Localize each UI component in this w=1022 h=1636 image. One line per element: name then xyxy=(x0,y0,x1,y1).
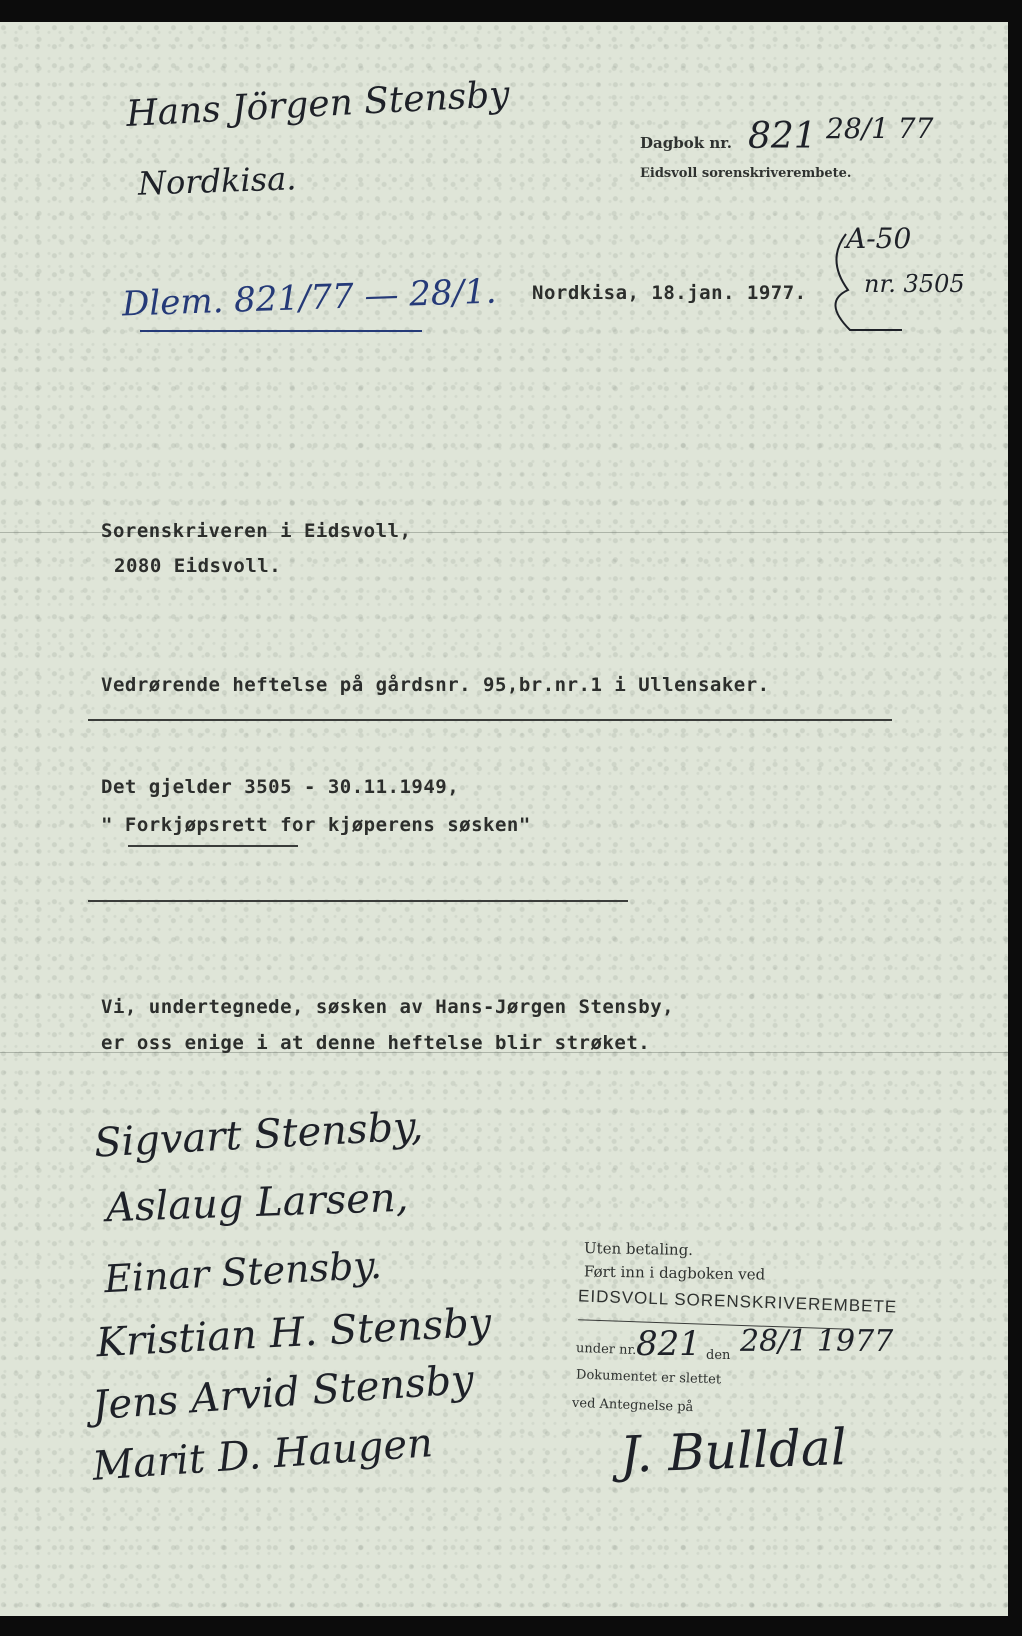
reference-underline xyxy=(140,330,422,332)
receipt-stamp-date-label: den xyxy=(706,1348,731,1363)
signature-4: Kristian H. Stensby xyxy=(95,1299,493,1367)
receipt-stamp-line-2: Ført inn i dagboken ved xyxy=(583,1262,766,1284)
receipt-stamp-signature: J. Bulldal xyxy=(619,1418,848,1484)
receipt-stamp-number: 821 xyxy=(636,1324,701,1364)
scan-border xyxy=(0,1618,1022,1636)
receipt-stamp-line-1: Uten betaling. xyxy=(583,1239,694,1259)
journal-stamp-number: 821 xyxy=(748,116,817,157)
body-underline-short xyxy=(128,845,298,847)
body-line-4: er oss enige i at denne heftelse blir strøket. xyxy=(101,1032,651,1054)
recipient-line-1: Sorenskriveren i Eidsvoll, xyxy=(101,520,412,542)
signature-2: Aslaug Larsen, xyxy=(105,1174,410,1232)
receipt-stamp-line-3: EIDSVOLL SORENSKRIVEREMBETE xyxy=(577,1286,898,1317)
subject-rule xyxy=(88,719,892,721)
receipt-stamp-line-6: ved Antegnelse på xyxy=(571,1395,694,1416)
body-line-2: " Forkjøpsrett for kjøperens søsken" xyxy=(101,814,531,836)
signature-3: Einar Stensby. xyxy=(103,1242,383,1302)
subject-line: Vedrørende heftelse på gårdsnr. 95,br.nr.1 i Ullensaker. xyxy=(101,674,770,696)
reference-handwritten: Dlem. 821/77 — 28/1. xyxy=(121,271,498,325)
annotation-bracket xyxy=(818,230,908,340)
body-line-3: Vi, undertegnede, søsken av Hans-Jørgen Stensby, xyxy=(101,996,675,1018)
receipt-stamp-date: 28/1 1977 xyxy=(740,1324,894,1359)
receipt-stamp-line-4-prefix: under nr. xyxy=(575,1340,637,1359)
annotation-code: A-50 xyxy=(846,222,912,255)
signature-1: Sigvart Stensby, xyxy=(93,1103,425,1167)
signature-6: Marit D. Haugen xyxy=(90,1420,435,1490)
document-page xyxy=(0,22,1008,1616)
journal-stamp-office: Eidsvoll sorenskriverembete. xyxy=(640,166,852,181)
journal-stamp-date: 28/1 77 xyxy=(826,112,934,145)
body-rule xyxy=(88,900,628,902)
dateline: Nordkisa, 18.jan. 1977. xyxy=(532,282,807,304)
sender-place-handwritten: Nordkisa. xyxy=(137,159,297,203)
annotation-nr: nr. 3505 xyxy=(864,270,965,298)
body-line-1: Det gjelder 3505 - 30.11.1949, xyxy=(101,776,460,798)
recipient-line-2: 2080 Eidsvoll. xyxy=(114,555,282,577)
signature-5: Jens Arvid Stensby xyxy=(90,1356,476,1430)
sender-name-handwritten: Hans Jörgen Stensby xyxy=(125,73,511,136)
journal-stamp-label: Dagbok nr. xyxy=(640,134,732,152)
receipt-stamp-line-5: Dokumentet er slettet xyxy=(575,1367,722,1388)
